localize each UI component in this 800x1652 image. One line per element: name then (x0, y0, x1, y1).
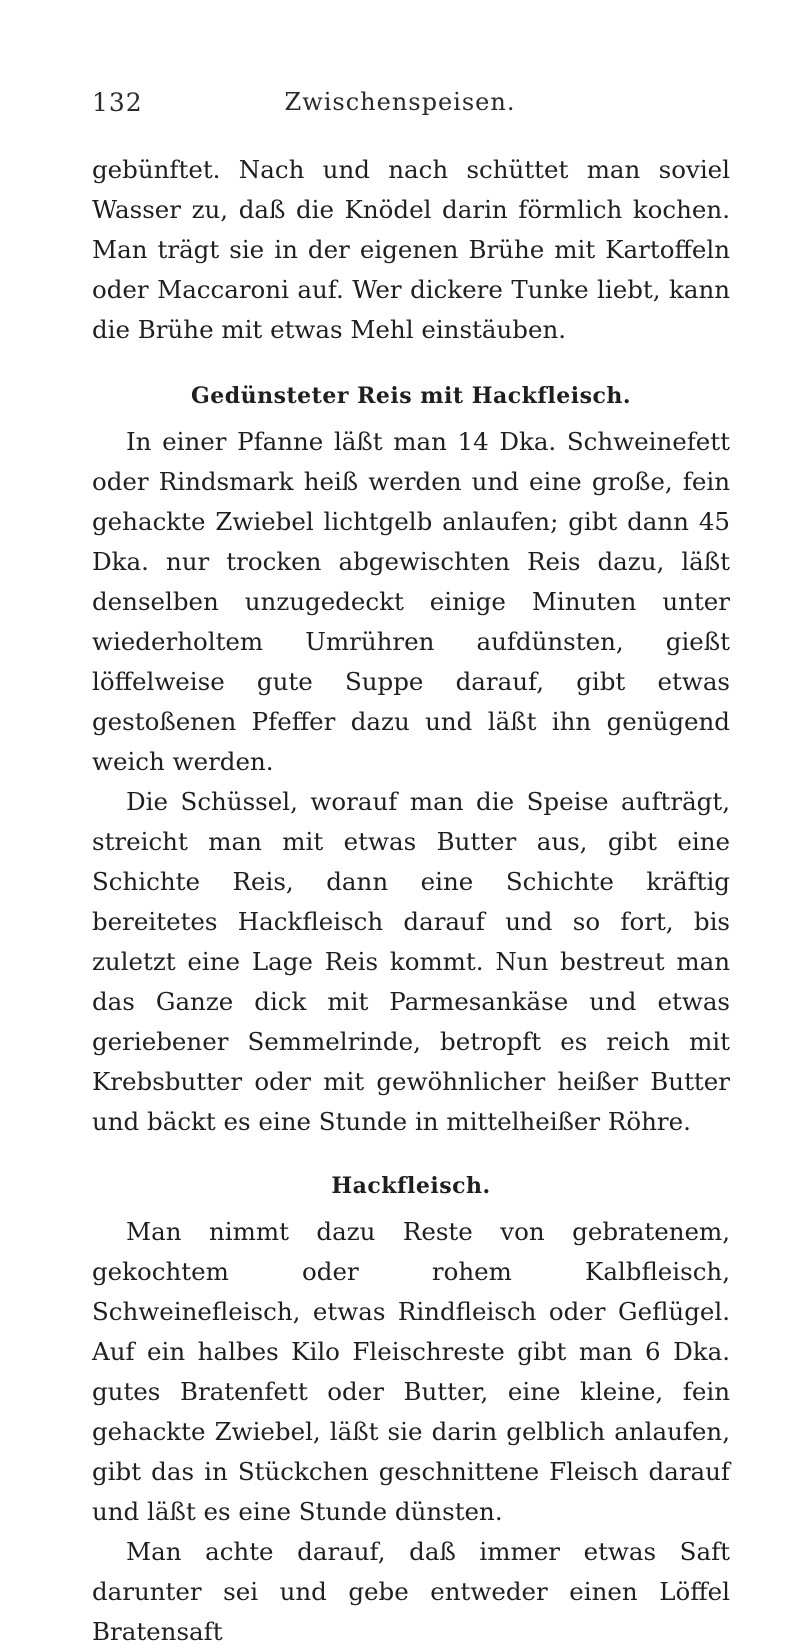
recipe-title-mince: Hackfleisch. (331, 1173, 491, 1199)
page-number: 132 (92, 88, 143, 117)
paragraph-mince-2: Man achte darauf, daß immer etwas Saft darunter sei und gebe entweder einen Löffel Bratensaft (92, 1537, 730, 1646)
paragraph-intro: gebünftet. Nach und nach schüttet man soviel Wasser zu, daß die Knödel darin förmlich kochen. Man trägt sie in der eigenen Brühe mit Kartoffeln oder Maccaroni auf. Wer dickere Tunke liebt, kann die Brühe mit etwas Mehl einstäuben. (92, 155, 730, 344)
paragraph-mince-1: Man nimmt dazu Reste von gebratenem, gekochtem oder rohem Kalbfleisch, Schweinefleisch, etwas Rindfleisch oder Geflügel. Auf ein halbes Kilo Fleischreste gibt man 6 Dka. gutes Bratenfett oder Butter, eine kleine, fein gehackte Zwiebel, läßt sie darin gelblich anlaufen, gibt das in Stückchen geschnittene Fleisch darauf und läßt es eine Stunde dünsten. (92, 1217, 730, 1526)
recipe-title-rice: Gedünsteter Reis mit Hackfleisch. (190, 383, 632, 409)
running-head (0, 88, 800, 128)
paragraph-rice-1: In einer Pfanne läßt man 14 Dka. Schweinefett oder Rindsmark heiß werden und eine große, fein gehackte Zwiebel lichtgelb anlaufen; gibt dann 45 Dka. nur trocken abgewischten Reis dazu, läßt denselben unzugedeckt einige Minuten unter wiederholtem Umrühren aufdünsten, gießt löffelweise gute Suppe darauf, gibt etwas gestoßenen Pfeffer dazu und läßt ihn genügend weich werden. (92, 427, 730, 776)
paragraph-rice-2: Die Schüssel, worauf man die Speise aufträgt, streicht man mit etwas Butter aus, gibt eine Schichte Reis, dann eine Schichte kräftig bereitetes Hackfleisch darauf und so fort, bis zuletzt eine Lage Reis kommt. Nun bestreut man das Ganze dick mit Parmesankäse und etwas geriebener Semmelrinde, betropft es reich mit Krebsbutter oder mit gewöhnlicher heißer Butter und bäckt es eine Stunde in mittelheißer Röhre. (92, 787, 730, 1136)
running-title: Zwischenspeisen. (284, 88, 516, 116)
